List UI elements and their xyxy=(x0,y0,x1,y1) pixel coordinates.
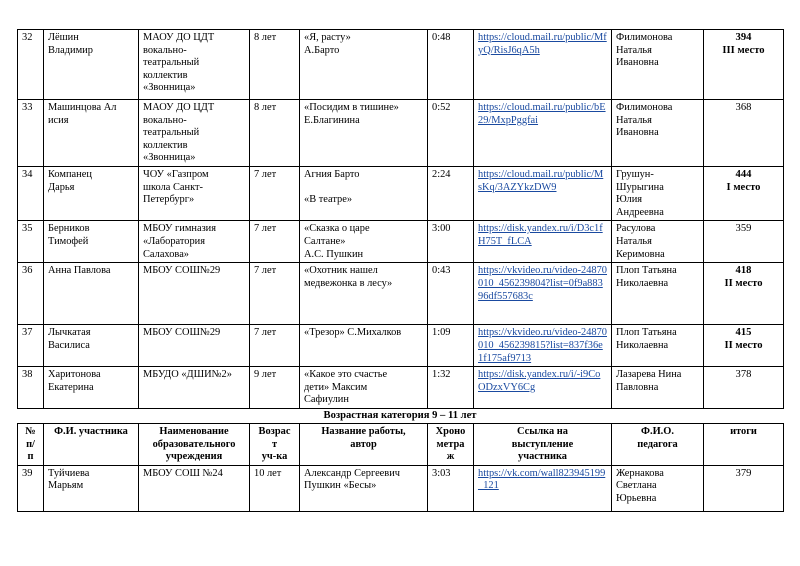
cell-link xyxy=(474,325,612,367)
cell-result xyxy=(704,367,784,409)
cell-teacher xyxy=(612,367,704,409)
cell-result xyxy=(704,166,784,220)
cell-school-text: МАОУ ДО ЦДТ вокально- театральный коллектив «Звонница» xyxy=(143,102,215,164)
table-row xyxy=(18,367,784,409)
cell-work-text: Александр Сергеевич Пушкин «Бесы» xyxy=(304,467,400,492)
results-page xyxy=(17,29,783,512)
cell-link-text[interactable]: https://vkvideo.ru/video-24870010_456239804?list=0f9a88396df557683c xyxy=(478,265,608,302)
score-value: 418 xyxy=(735,265,752,277)
header-school: Наименование образовательного учреждения xyxy=(139,423,250,465)
cell-link xyxy=(474,100,612,167)
cell-link-text[interactable]: https://vk.com/wall823945199_121 xyxy=(478,467,606,492)
cell-age-text: 10 лет xyxy=(254,467,282,479)
cell-duration xyxy=(428,166,474,220)
cell-duration xyxy=(428,325,474,367)
header-teacher: Ф.И.О. педагога xyxy=(612,423,704,465)
cell-teacher xyxy=(612,263,704,325)
cell-number-text: 35 xyxy=(22,223,33,235)
header-link: Ссылка на выступление участника xyxy=(474,423,612,465)
cell-school-text: МБОУ СОШ№29 xyxy=(143,265,221,277)
cell-link xyxy=(474,30,612,100)
cell-duration-text: 1:32 xyxy=(432,369,451,381)
score-value: 368 xyxy=(735,102,752,113)
cell-duration xyxy=(428,465,474,511)
cell-age xyxy=(250,263,300,325)
cell-duration-text: 0:43 xyxy=(432,265,451,277)
cell-duration-text: 0:48 xyxy=(432,32,451,43)
cell-duration xyxy=(428,221,474,263)
table-row xyxy=(18,325,784,367)
cell-participant xyxy=(44,166,139,220)
table-row xyxy=(18,221,784,263)
cell-age-text: 7 лет xyxy=(254,327,277,339)
cell-age-text: 8 лет xyxy=(254,32,277,43)
cell-duration-text: 2:24 xyxy=(432,168,451,180)
cell-teacher-text: Филимонова Наталья Ивановна xyxy=(616,32,673,69)
cell-teacher-text: Филимонова Наталья Ивановна xyxy=(616,102,673,139)
score-value: 394 xyxy=(735,32,752,43)
cell-link xyxy=(474,221,612,263)
header-participant: Ф.И. участника xyxy=(44,423,139,465)
cell-result xyxy=(704,325,784,367)
place-value: III место xyxy=(722,44,765,56)
cell-teacher-text: Грушун- Шурыгина Юлия Андреевна xyxy=(616,168,664,218)
score-value: 415 xyxy=(735,327,752,339)
cell-work-text: «Сказка о царе Салтане» А.С. Пушкин xyxy=(304,223,370,260)
cell-age-text: 7 лет xyxy=(254,168,277,180)
table-row xyxy=(18,100,784,167)
cell-participant-text: Лёшин Владимир xyxy=(48,32,93,56)
cell-participant-text: Лычкатая Василиса xyxy=(48,327,91,351)
cell-teacher xyxy=(612,465,704,511)
cell-link-text[interactable]: https://cloud.mail.ru/public/MfyQ/RisJ6qA5h xyxy=(478,32,607,56)
table-row xyxy=(18,465,784,511)
cell-number xyxy=(18,325,44,367)
cell-result xyxy=(704,263,784,325)
cell-participant-text: Берников Тимофей xyxy=(48,223,90,247)
cell-work-text: «Трезор» С.Михалков xyxy=(304,327,402,339)
cell-number xyxy=(18,465,44,511)
score-value: 378 xyxy=(735,369,752,381)
cell-participant xyxy=(44,263,139,325)
cell-participant xyxy=(44,465,139,511)
cell-school xyxy=(139,465,250,511)
cell-teacher xyxy=(612,221,704,263)
cell-school-text: ЧОУ «Газпром школа Санкт- Петербург» xyxy=(143,168,209,206)
cell-work-text: «Охотник нашел медвежонка в лесу» xyxy=(304,265,393,289)
cell-result xyxy=(704,30,784,100)
cell-participant-text: Компанец Дарья xyxy=(48,168,92,193)
cell-number-text: 39 xyxy=(22,467,33,479)
cell-work xyxy=(300,100,428,167)
cell-link xyxy=(474,263,612,325)
score-value: 379 xyxy=(735,467,752,479)
score-value: 444 xyxy=(735,168,752,180)
cell-number-text: 37 xyxy=(22,327,33,339)
cell-number-text: 32 xyxy=(22,32,33,43)
cell-school-text: МБУДО «ДШИ№2» xyxy=(143,369,232,381)
results-table-top xyxy=(17,29,784,409)
cell-teacher xyxy=(612,100,704,167)
cell-participant-text: Машинцова Ал исия xyxy=(48,102,117,126)
cell-participant-text: Анна Павлова xyxy=(48,265,111,277)
cell-link xyxy=(474,166,612,220)
cell-age xyxy=(250,30,300,100)
cell-duration xyxy=(428,30,474,100)
cell-age xyxy=(250,100,300,167)
cell-work-text: «Посидим в тишине» Е.Благинина xyxy=(304,102,399,126)
cell-work xyxy=(300,367,428,409)
cell-number-text: 33 xyxy=(22,102,33,113)
cell-result xyxy=(704,221,784,263)
cell-duration-text: 3:03 xyxy=(432,467,451,479)
cell-age xyxy=(250,325,300,367)
cell-age xyxy=(250,166,300,220)
cell-school-text: МБОУ СОШ №24 xyxy=(143,467,223,479)
cell-link-text[interactable]: https://cloud.mail.ru/public/bE29/MxpPggfai xyxy=(478,102,606,126)
cell-participant xyxy=(44,221,139,263)
cell-result xyxy=(704,100,784,167)
cell-age-text: 9 лет xyxy=(254,369,277,381)
cell-school xyxy=(139,100,250,167)
cell-work-text: «Я, расту» А.Барто xyxy=(304,32,351,56)
cell-school xyxy=(139,221,250,263)
header-work: Название работы, автор xyxy=(300,423,428,465)
cell-work xyxy=(300,221,428,263)
cell-work xyxy=(300,166,428,220)
cell-result xyxy=(704,465,784,511)
header-number: № п/ п xyxy=(18,423,44,465)
cell-duration-text: 3:00 xyxy=(432,223,451,235)
cell-link-text[interactable]: https://disk.yandex.ru/i/-i9CoODzxVY6Cg xyxy=(478,369,601,393)
score-value: 359 xyxy=(735,223,752,235)
place-value: I место xyxy=(726,181,761,193)
cell-school xyxy=(139,325,250,367)
cell-school xyxy=(139,263,250,325)
cell-school-text: МАОУ ДО ЦДТ вокально- театральный коллектив «Звонница» xyxy=(143,32,215,94)
cell-work-text: «Какое это счастье дети» Максим Сафиулин xyxy=(304,369,388,406)
cell-number xyxy=(18,263,44,325)
cell-number xyxy=(18,367,44,409)
header-duration: Хроно метра ж xyxy=(428,423,474,465)
cell-duration xyxy=(428,263,474,325)
cell-participant xyxy=(44,367,139,409)
results-table-bottom xyxy=(17,423,784,512)
cell-duration xyxy=(428,367,474,409)
cell-teacher-text: Жернакова Светлана Юрьевна xyxy=(616,467,664,504)
cell-age xyxy=(250,221,300,263)
header-row xyxy=(18,423,784,465)
cell-participant-text: Туйчиева Марьям xyxy=(48,467,90,492)
cell-teacher xyxy=(612,30,704,100)
cell-participant xyxy=(44,325,139,367)
cell-school-text: МБОУ гимназия «Лаборатория Салахова» xyxy=(143,223,217,260)
cell-number xyxy=(18,30,44,100)
cell-school-text: МБОУ СОШ№29 xyxy=(143,327,221,339)
cell-duration-text: 1:09 xyxy=(432,327,451,339)
table-row xyxy=(18,263,784,325)
cell-participant-text: Харитонова Екатерина xyxy=(48,369,101,393)
table-row xyxy=(18,166,784,220)
cell-link-text[interactable]: https://disk.yandex.ru/i/D3c1fH75T_fLCA xyxy=(478,223,603,247)
cell-work xyxy=(300,325,428,367)
cell-age-text: 8 лет xyxy=(254,102,277,113)
cell-school xyxy=(139,367,250,409)
cell-work-text: Агния Барто «В театре» xyxy=(304,168,360,206)
cell-link-text[interactable]: https://cloud.mail.ru/public/MsKq/3AZYkzDW9 xyxy=(478,168,604,193)
place-value: II место xyxy=(724,339,763,351)
cell-duration-text: 0:52 xyxy=(432,102,451,113)
cell-teacher-text: Расулова Наталья Керимовна xyxy=(616,223,665,260)
cell-number xyxy=(18,166,44,220)
header-results: итоги xyxy=(704,423,784,465)
cell-teacher-text: Плоп Татьяна Николаевна xyxy=(616,265,677,289)
cell-age xyxy=(250,465,300,511)
cell-age xyxy=(250,367,300,409)
cell-work xyxy=(300,465,428,511)
header-age: Возрас т уч-ка xyxy=(250,423,300,465)
age-category-title: Возрастная категория 9 – 11 лет xyxy=(323,409,477,421)
cell-link-text[interactable]: https://vkvideo.ru/video-24870010_456239815?list=837f36e1f175af9713 xyxy=(478,327,608,364)
cell-number-text: 34 xyxy=(22,168,33,180)
cell-duration xyxy=(428,100,474,167)
cell-link xyxy=(474,367,612,409)
cell-number xyxy=(18,100,44,167)
cell-teacher xyxy=(612,166,704,220)
cell-teacher-text: Лазарева Нина Павловна xyxy=(616,369,682,393)
cell-school xyxy=(139,30,250,100)
cell-age-text: 7 лет xyxy=(254,265,277,277)
cell-number-text: 36 xyxy=(22,265,33,277)
place-value: II место xyxy=(724,277,763,289)
cell-work xyxy=(300,263,428,325)
cell-participant xyxy=(44,30,139,100)
cell-teacher-text: Плоп Татьяна Николаевна xyxy=(616,327,677,351)
cell-number xyxy=(18,221,44,263)
cell-work xyxy=(300,30,428,100)
cell-participant xyxy=(44,100,139,167)
cell-link xyxy=(474,465,612,511)
cell-school xyxy=(139,166,250,220)
cell-teacher xyxy=(612,325,704,367)
table-row xyxy=(18,30,784,100)
cell-age-text: 7 лет xyxy=(254,223,277,235)
cell-number-text: 38 xyxy=(22,369,33,381)
